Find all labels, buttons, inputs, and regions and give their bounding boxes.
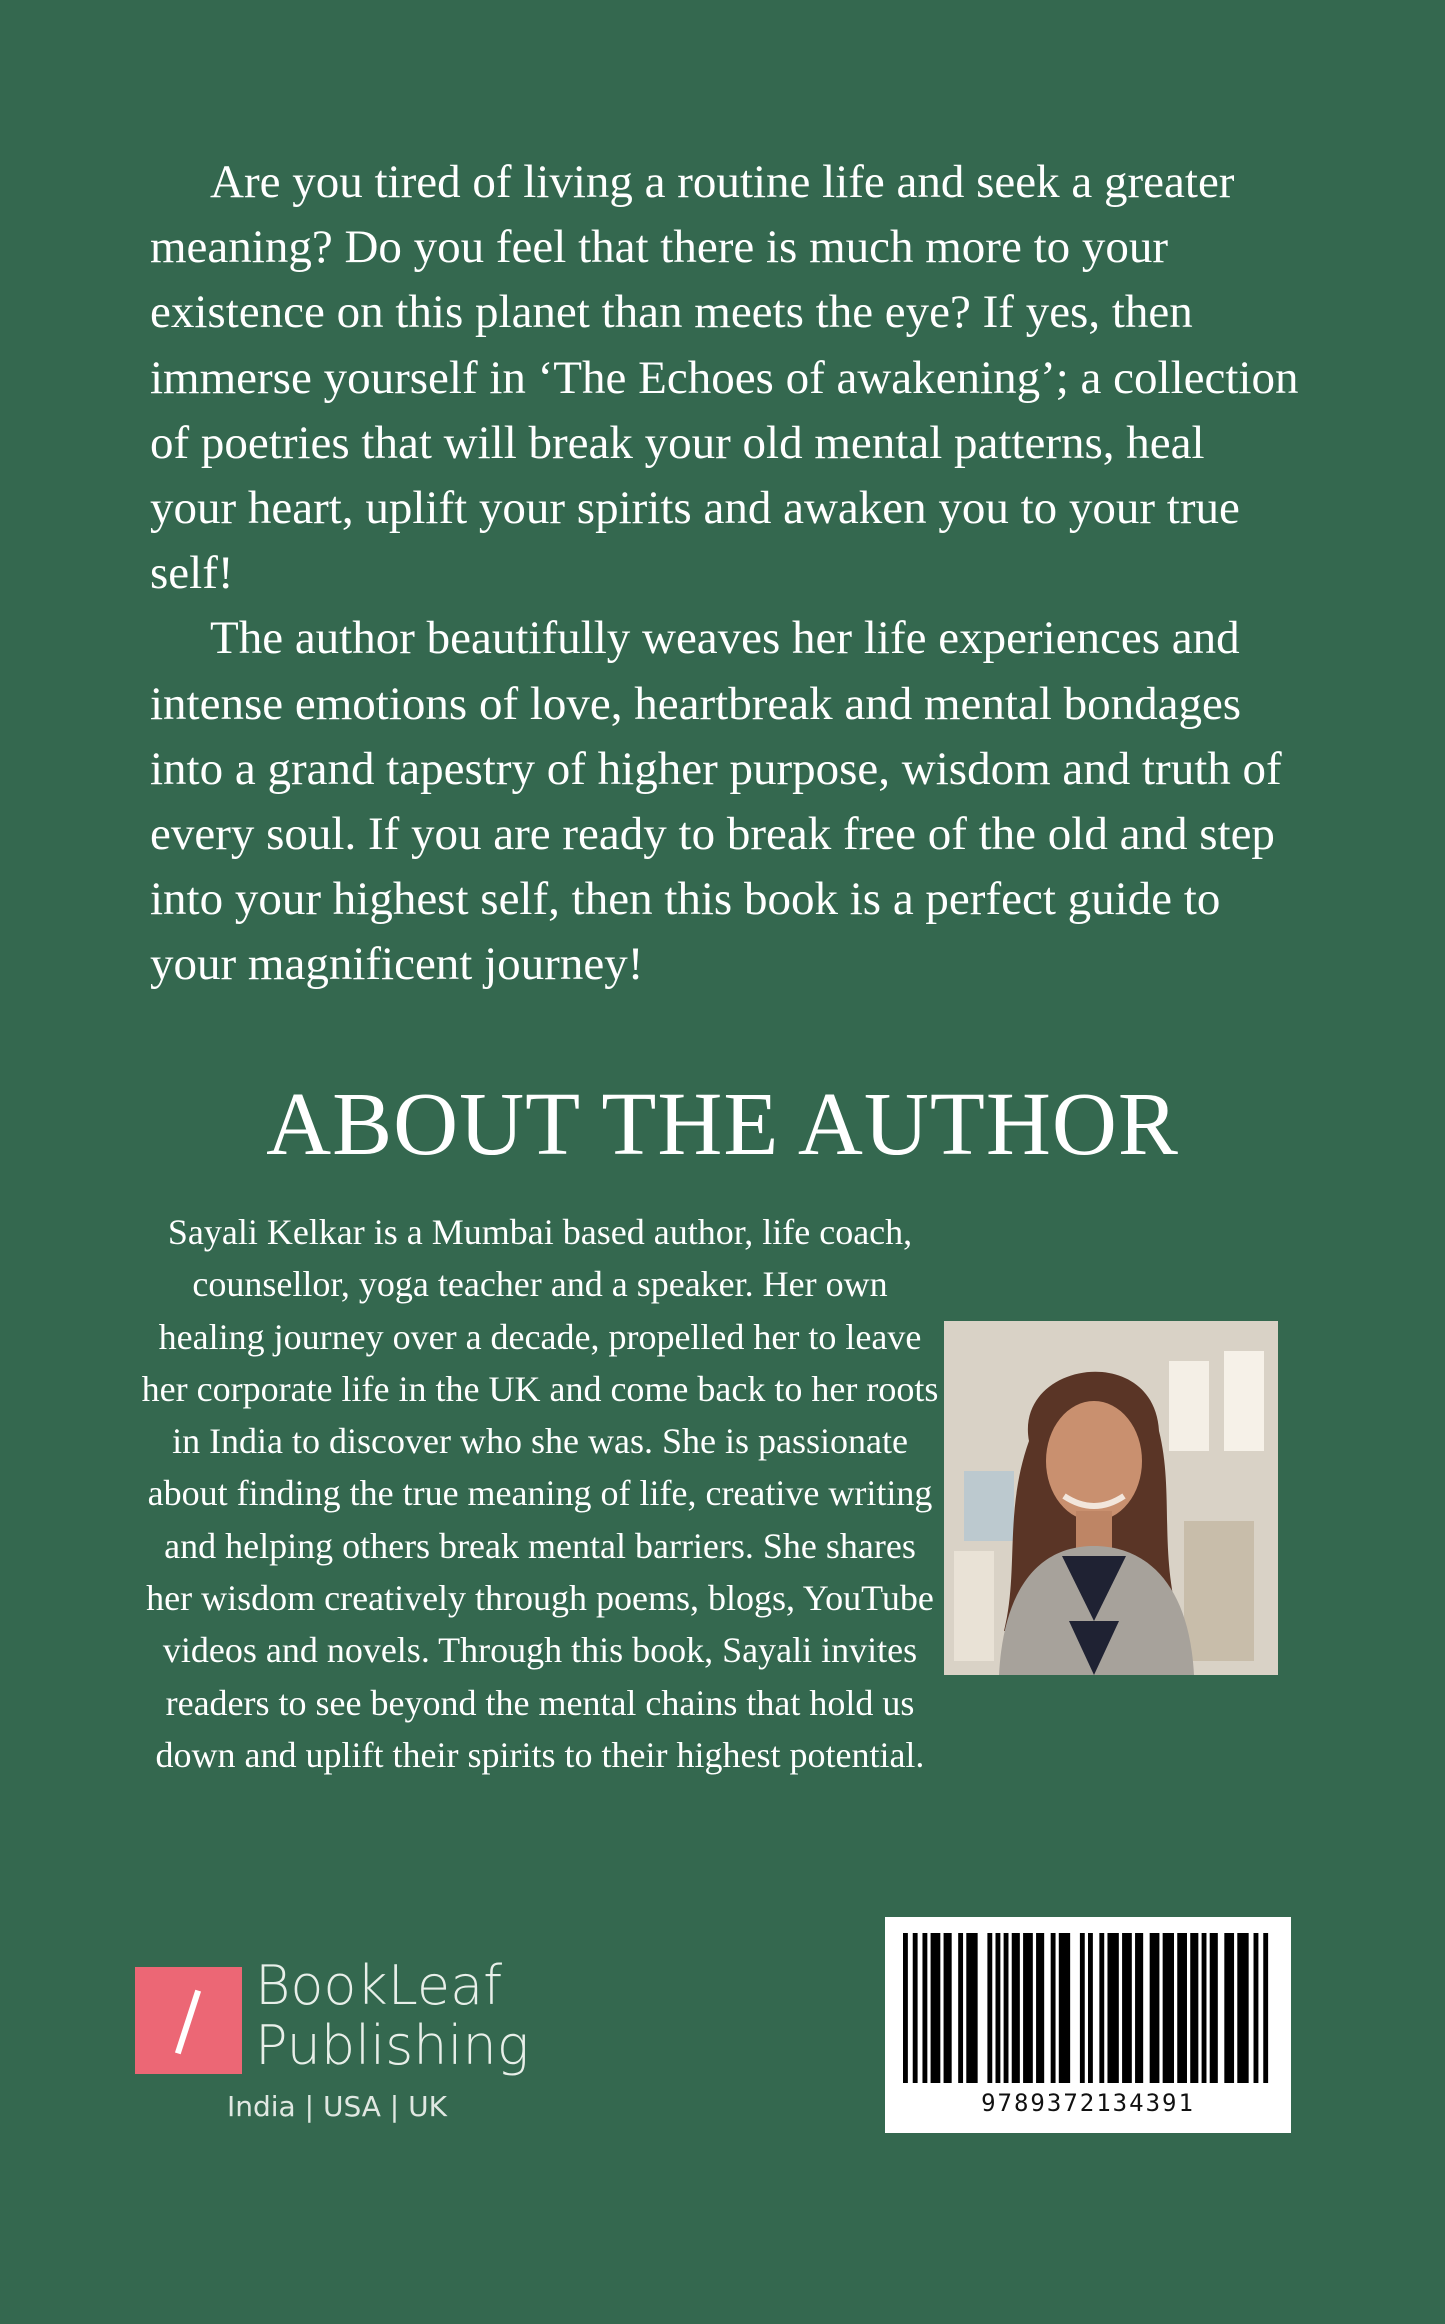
barcode-bar: [1254, 1933, 1259, 2083]
barcode-bar: [987, 1933, 992, 2083]
barcode-bar: [1135, 1933, 1143, 2083]
barcode-bar: [1023, 1933, 1033, 2083]
barcode-bar: [922, 1933, 927, 2083]
publisher-name: [255, 1956, 529, 2076]
barcode-bar: [1202, 1933, 1207, 2083]
publisher-regions: India | USA | UK: [227, 2090, 447, 2123]
publisher-mark-icon: [135, 1967, 242, 2074]
barcode-bar: [1004, 1933, 1009, 2083]
blurb-paragraph-1: Are you tired of living a routine life and seek a greater meaning? Do you feel that there is much more to your existence on this planet than meets the eye? If yes, then immerse yourself in ‘The Echoes of awakening’; a collection of poetries that will break your old mental patterns, heal your heart, uplift your spirits and awaken you to your true self!: [150, 156, 1299, 600]
publisher-name-line2: Publishing: [255, 2014, 530, 2077]
blurb-paragraph-2: The author beautifully weaves her life experiences and intense emotions of love, heartbreak and mental bondages into a grand tapestry of higher purpose, wisdom and truth of every soul. If you are ready to break free of the old and step into your highest self, then this book is a perfect guide to your magnificent journey!: [150, 612, 1282, 991]
barcode-bar: [1263, 1933, 1268, 2083]
barcode-bar: [1012, 1933, 1020, 2083]
barcode-bar: [1237, 1933, 1248, 2083]
barcode-bar: [1088, 1933, 1093, 2083]
barcode-bar: [913, 1933, 918, 2083]
barcode-bar: [903, 1933, 908, 2083]
barcode-bar: [1150, 1933, 1160, 2083]
barcode-bar: [1099, 1933, 1104, 2083]
author-bio: Sayali Kelkar is a Mumbai based author, life coach, counsellor, yoga teacher and a speaker. Her own healing journey over a decade, propelled her to leave her corporate life in the UK and come back to her roots in India to discover who she was. She is passionate about finding the true meaning of life, creative writing and helping others break mental barriers. She shares her wisdom creatively through poems, blogs, YouTube videos and novels. Through this book, Sayali invites readers to see beyond the mental chains that hold us down and uplift their spirits to their highest potential.: [141, 1212, 939, 1775]
barcode-bar: [1224, 1933, 1234, 2083]
barcode-bars: [903, 1933, 1273, 2083]
barcode-bar: [1051, 1933, 1056, 2083]
barcode-bar: [996, 1933, 1001, 2083]
barcode-bar: [1122, 1933, 1132, 2083]
barcode-bar: [931, 1933, 941, 2083]
publisher-name-line1: BookLeaf: [255, 1954, 503, 2017]
isbn-barcode: [885, 1917, 1291, 2133]
author-photo: [944, 1321, 1278, 1675]
barcode-bar: [1107, 1933, 1118, 2083]
isbn-number: 9789372134391: [981, 2089, 1195, 2117]
barcode-bar: [958, 1933, 963, 2083]
barcode-bar: [1177, 1933, 1187, 2083]
barcode-bar: [1059, 1933, 1070, 2083]
barcode-bar: [944, 1933, 952, 2083]
book-blurb: [150, 150, 1300, 998]
barcode-bar: [1210, 1933, 1218, 2083]
publisher-logo: [135, 1954, 555, 2132]
barcode-bar: [1036, 1933, 1044, 2083]
barcode-bar: [1163, 1933, 1174, 2083]
barcode-bar: [1190, 1933, 1198, 2083]
barcode-bar: [966, 1933, 977, 2083]
about-the-author-heading: ABOUT THE AUTHOR: [266, 1075, 1179, 1174]
barcode-bar: [1080, 1933, 1085, 2083]
